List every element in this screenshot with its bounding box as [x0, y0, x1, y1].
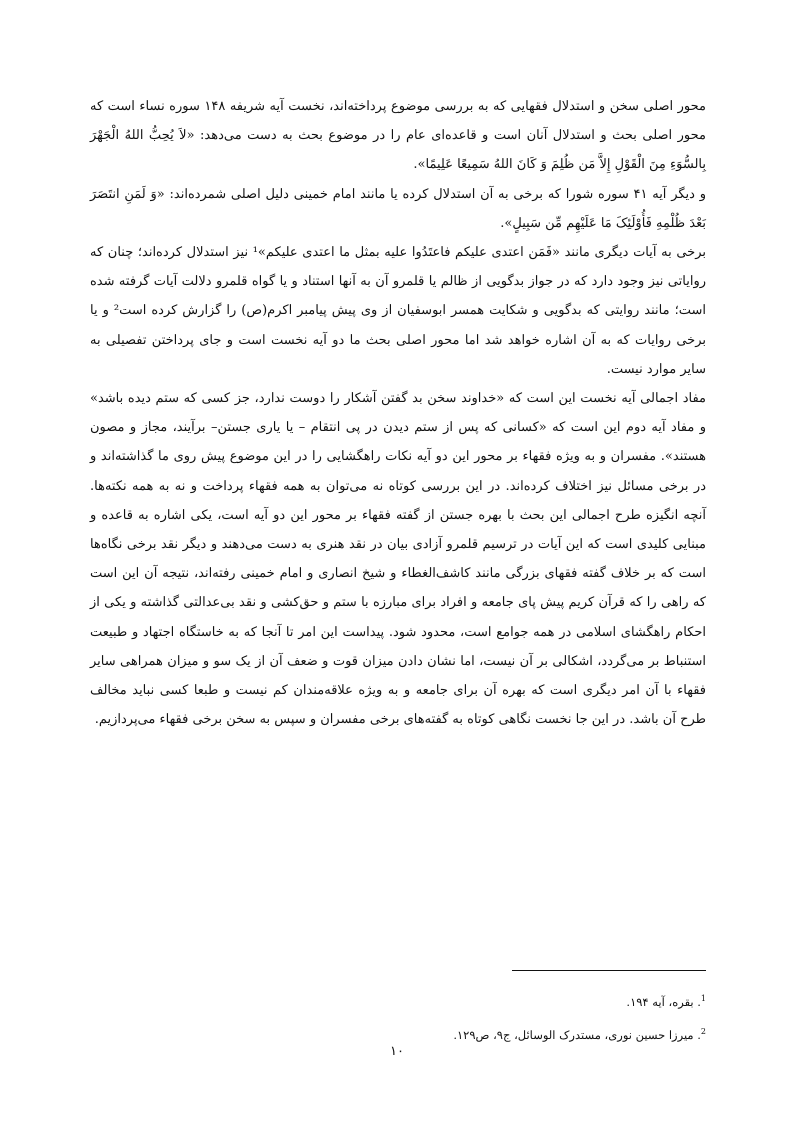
paragraph: محور اصلی سخن و استدلال فقهایی که به بررسی موضوع پرداخته‌اند، نخست آیه شریفه ۱۴۸ سوره نساء است که محور اصلی بحث و استدلال آنان است و قاعده‌ای عام را در موضوع بحث به دست می‌دهد: «لاَ یُحِبُّ اللهُ الْجَهْرَ بِالسُّوَءِ مِنَ الْقَوْلِ إِلاَّ مَن ظُلِمَ وَ کَانَ اللهُ سَمِیعًا عَلِیمًا». [90, 99, 706, 173]
paragraph: مفاد اجمالی آیه نخست این است که «خداوند سخن بد گفتن آشکار را دوست ندارد، جز کسی که ستم دیده باشد» و مفاد آیه دوم این است که «کسانی که پس از ستم دیدن در پی انتقام – یا یاری جستن– برآیند، مجاز و مصون هستند». مفسران و به ویژه فقهاء بر محور این دو آیه نکات راهگشایی را در این موضوع پیش روی ما گذاشته‌اند و در برخی مسائل نیز اختلاف کرده‌اند. در این بررسی کوتاه نه می‌توان به همه فقهاء پرداخت و نه به همه نکته‌ها. آنچه انگیزه طرح اجمالی این بحث با بهره جستن از گفته فقهاء بر محور این دو آیه است، یکی اشاره به قاعده و مبنایی کلیدی است که این آیات در ترسیم قلمرو آزادی بیان در نقد هنری به دست می‌دهند و دیگر نقد برخی نگاه‌ها است که بر خلاف گفته فقهای بزرگی مانند کاشف‌الغطاء و شیخ انصاری و امام خمینی رفته‌اند، نتیجه آن این است که راهی را که قرآن کریم پیش پای جامعه و افراد برای مبارزه با ستم و حق‌کشی و نقد بی‌عدالتی گذاشته و یکی از احکام راهگشای اسلامی در همه جوامع است، محدود شود. پیداست این امر تا آنجا که به خاستگاه اجتهاد و طبیعت استنباط بر می‌گردد، اشکالی بر آن نیست، اما نشان دادن میزان قوت و ضعف آن از یک سو و میزان همراهی سایر فقهاء با آن امر دیگری است که بهره آن برای جامعه و به ویژه علاقه‌مندان کم نیست و طبعا کسی نباید مخالف طرح آن باشد. در این جا نخست نگاهی کوتاه به گفته‌های برخی مفسران و سپس به سخن برخی فقهاء می‌پردازیم. [90, 391, 706, 728]
footnote-text: . بقره، آیه ۱۹۴. [626, 994, 701, 1009]
footnote-text: . میرزا حسین نوری، مستدرک الوسائل، ج۹، ص۱۲۹. [453, 1027, 701, 1042]
page-number: ۱۰ [390, 1044, 404, 1059]
footnote-number: 2 [700, 1026, 706, 1036]
paragraph: و دیگر آیه ۴۱ سوره شورا که برخی به آن استدلال کرده یا مانند امام خمینی دلیل اصلی شمرده‌اند: «وَ لَمَنِ انتَصَرَ بَعْدَ ظُلْمِهِ فَأُوْلَئِکَ مَا عَلَیْهِم مِّن سَبِیلٍ». [90, 186, 706, 231]
footnotes [300, 984, 706, 1050]
footnote-number: 1 [700, 994, 706, 1003]
body-text [90, 92, 706, 734]
footnote-separator [512, 970, 706, 971]
paragraph: برخی به آیات دیگری مانند «فَمَن اعتدی علیکم فاعتَدُوا علیه بمثل ما اعتدی علیکم»¹ نیز استدلال کرده‌اند؛ چنان که روایاتی نیز وجود دارد که در جواز بدگویی از ظالم یا قلمرو آن به آنها استناد و یا گواه قلمرو دلالت آیات گرفته شده است؛ مانند روایتی که بدگویی و شکایت همسر ابوسفیان از وی پیش پیامبر اکرم(ص) را گزارش کرده است² و یا برخی روایات که به آن اشاره خواهد شد اما محور اصلی بحث ما دو آیه نخست است و جای پرداختن تفصیلی به سایر موارد نیست. [90, 245, 706, 377]
footnote [300, 984, 706, 1017]
